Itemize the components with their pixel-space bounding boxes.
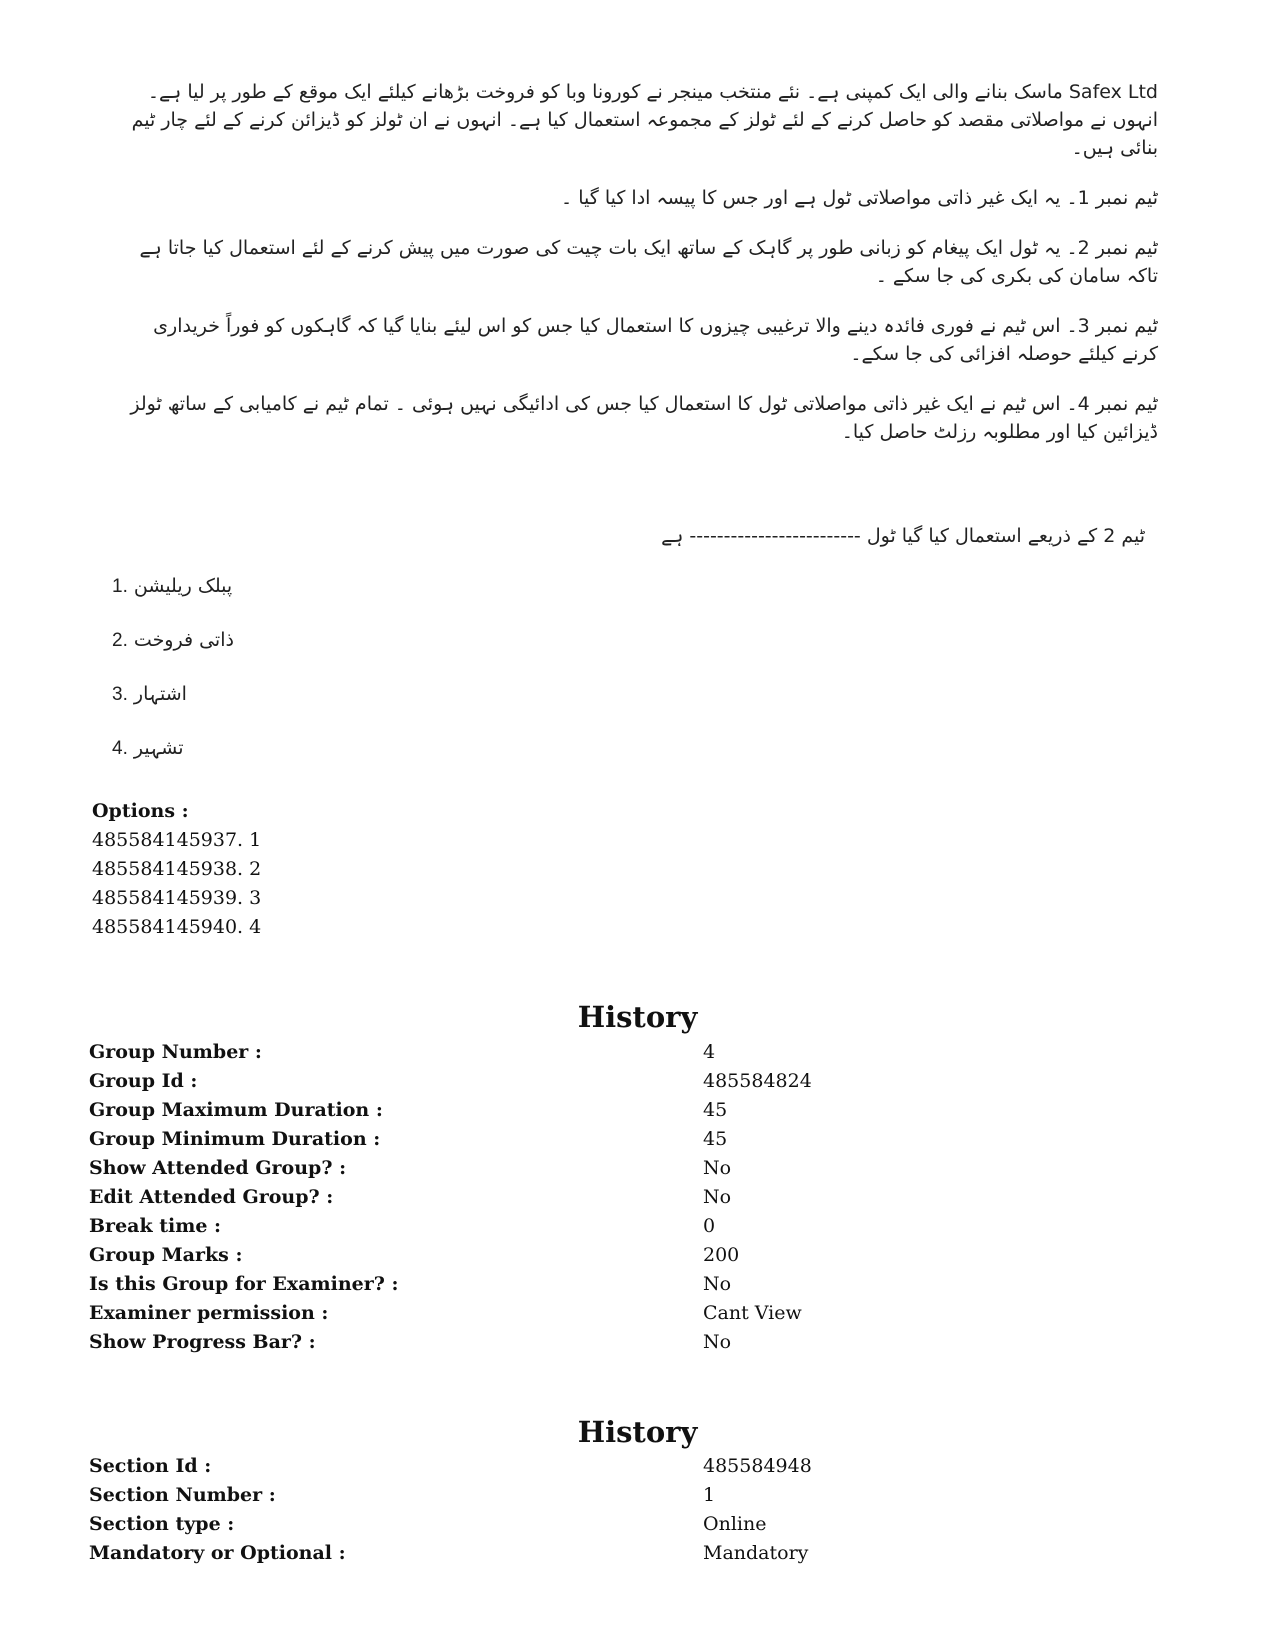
detail-key: Section Number :	[89, 1484, 276, 1506]
detail-value: 45	[703, 1128, 728, 1150]
answer-number: 1.	[112, 576, 128, 597]
detail-value: 1	[703, 1484, 716, 1506]
detail-row	[89, 1328, 1189, 1357]
detail-key: Group Marks :	[89, 1244, 243, 1266]
detail-value: 45	[703, 1099, 728, 1121]
detail-value: Online	[703, 1513, 767, 1535]
section-details	[89, 1452, 1189, 1568]
group-details	[89, 1038, 1189, 1357]
answer-text: تشہیر	[133, 737, 184, 759]
answer-text: ذاتی فروخت	[133, 629, 234, 651]
detail-row	[89, 1067, 1189, 1096]
detail-value: 200	[703, 1244, 740, 1266]
detail-row	[89, 1241, 1189, 1270]
detail-key: Section Id :	[89, 1455, 212, 1477]
detail-value: Mandatory	[703, 1542, 809, 1564]
passage-team-2: ٹیم نمبر 2۔ یہ ٹول ایک پیغام کو زبانی طور پر گاہک کے ساتھ ایک بات چیت کی صورت میں پیش کرنے کے لئے استعمال کیا جاتا ہے تاکہ سامان کی بکری کی جا سکے ۔	[139, 237, 1158, 287]
detail-key: Group Id :	[89, 1070, 198, 1092]
detail-value: 485584948	[703, 1455, 812, 1477]
detail-key: Edit Attended Group? :	[89, 1186, 334, 1208]
detail-value: No	[703, 1273, 732, 1295]
detail-key: Is this Group for Examiner? :	[89, 1273, 399, 1295]
detail-row	[89, 1096, 1189, 1125]
detail-row	[89, 1539, 1189, 1568]
detail-row	[89, 1038, 1189, 1067]
passage-intro: Safex Ltd ماسک بنانے والی ایک کمپنی ہے۔ نئے منتخب مینجر نے کورونا وبا کو فروخت بڑھانے کیلئے ایک موقع کے طور پر لیا ہے۔ انہوں نے مواصلاتی مقصد کو حاصل کرنے کے لئے ٹولز کے مجموعہ استعمال کیا ہے۔ انہوں نے ان ٹولز کو ڈیزائن کرنے کے لئے چار ٹیم بنائی ہیں۔	[131, 81, 1158, 159]
detail-row	[89, 1510, 1189, 1539]
answer-choices	[112, 575, 412, 791]
options-list	[92, 797, 261, 942]
detail-row	[89, 1212, 1189, 1241]
detail-key: Group Minimum Duration :	[89, 1128, 381, 1150]
option-id: 485584145940. 4	[92, 916, 262, 938]
detail-value: No	[703, 1331, 732, 1353]
detail-key: Show Progress Bar? :	[89, 1331, 316, 1353]
answer-number: 4.	[112, 738, 128, 759]
answer-text: اشتہار	[133, 683, 187, 705]
detail-row	[89, 1154, 1189, 1183]
passage-team-4: ٹیم نمبر 4۔ اس ٹیم نے ایک غیر ذاتی مواصلاتی ٹول کا استعمال کیا جس کی ادائیگی نہیں ہوئی ۔ تمام ٹیم نے کامیابی کے ساتھ ٹولز ڈیزائین کیا اور مطلوبہ رزلٹ حاصل کیا۔	[130, 393, 1158, 443]
group-section-title: History	[577, 1000, 698, 1034]
detail-value: 0	[703, 1215, 716, 1237]
detail-key: Group Maximum Duration :	[89, 1099, 383, 1121]
section-info-title: History	[577, 1415, 698, 1449]
option-id: 485584145939. 3	[92, 887, 262, 909]
detail-row	[89, 1270, 1189, 1299]
detail-row	[89, 1452, 1189, 1481]
detail-value: No	[703, 1157, 732, 1179]
answer-text: پبلک ریلیشن	[133, 575, 233, 597]
detail-key: Examiner permission :	[89, 1302, 329, 1324]
detail-key: Section type :	[89, 1513, 235, 1535]
detail-key: Mandatory or Optional :	[89, 1542, 346, 1564]
passage-team-1: ٹیم نمبر 1۔ یہ ایک غیر ذاتی مواصلاتی ٹول ہے اور جس کا پیسہ ادا کیا گیا ۔	[561, 187, 1158, 209]
detail-value: Cant View	[703, 1302, 802, 1324]
question-text: ٹیم 2 کے ذریعے استعمال کیا گیا ٹول ------------------------- ہے	[661, 525, 1145, 547]
detail-row	[89, 1299, 1189, 1328]
option-id: 485584145938. 2	[92, 858, 262, 880]
answer-choice	[112, 629, 412, 683]
answer-choice	[112, 683, 412, 737]
detail-value: No	[703, 1186, 732, 1208]
answer-choice	[112, 737, 412, 791]
detail-key: Show Attended Group? :	[89, 1157, 347, 1179]
answer-number: 2.	[112, 630, 128, 651]
detail-key: Break time :	[89, 1215, 222, 1237]
answer-choice	[112, 575, 412, 629]
detail-row	[89, 1125, 1189, 1154]
options-label: Options :	[92, 800, 189, 822]
question-passage	[118, 78, 1158, 468]
detail-key: Group Number :	[89, 1041, 262, 1063]
detail-value: 4	[703, 1041, 716, 1063]
detail-value: 485584824	[703, 1070, 812, 1092]
passage-team-3: ٹیم نمبر 3۔ اس ٹیم نے فوری فائدہ دینے والا ترغیبی چیزوں کا استعمال کیا جس کو اس لیئے بنایا گیا کہ گاہکوں کو فوراً خریداری کرنے کیلئے حوصلہ افزائی کی جا سکے۔	[153, 315, 1158, 365]
detail-row	[89, 1183, 1189, 1212]
detail-row	[89, 1481, 1189, 1510]
option-id: 485584145937. 1	[92, 829, 262, 851]
answer-number: 3.	[112, 684, 128, 705]
